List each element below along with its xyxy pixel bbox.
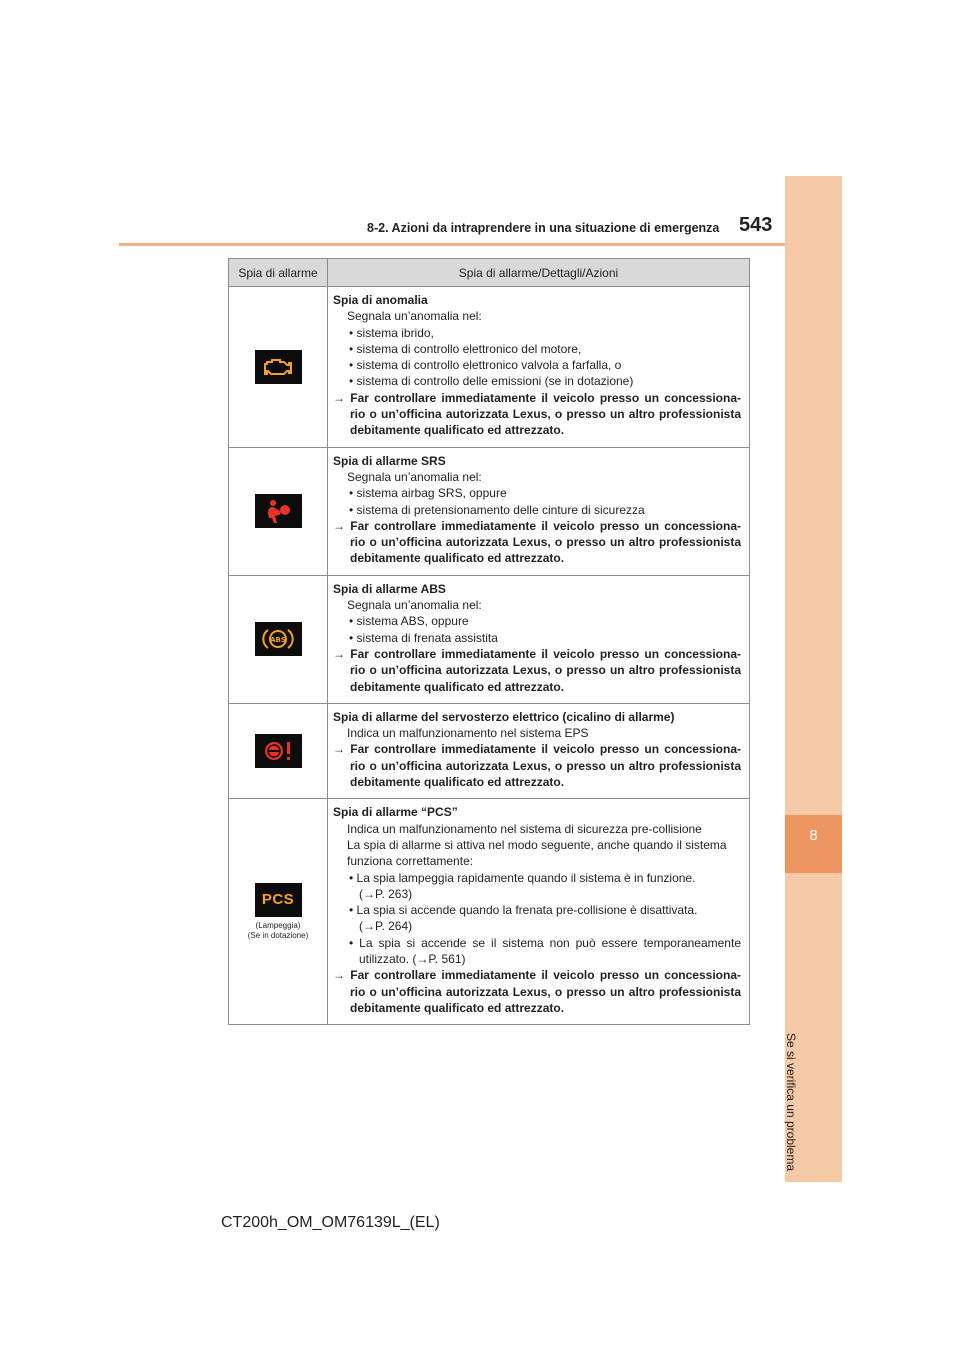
row-action: → Far controllare immediatamente il veicolo presso un concessiona-rio o un’officina autorizzata Lexus, o presso un altro professionista debitamente qualificato ed attrezzato. [333, 390, 741, 438]
table-row: PCS (Lampeggia) (Se in dotazione) Spia di allarme “PCS” Indica un malfunzionamento nel sistema di sicurezza pre-collisione La spia di allarme si attiva nel modo seguente, anche quando il sistema funziona correttamente: • La spia lampeggia rapidamente quando il sistema è in funzione. (→P. 263) • La spia si accende quando la frenata pre-collisione è disattivata. (→P. 264) • La spia si accende se il sistema non può essere temporaneamente utilizzato. (→P. 561) → Far controllare immediatamente il veicolo presso un concessiona-rio o un’officina autorizzata Lexus, o presso un altro professionista debitamente qualificato ed attrezzato. [229, 799, 750, 1025]
pcs-icon-note-blink: (Lampeggia) [255, 920, 301, 930]
check-engine-icon [255, 350, 302, 384]
header-warning-light: Spia di allarme [229, 259, 328, 287]
table-row: Spia di allarme del servosterzo elettrico (cicalino di allarme) Indica un malfunzionamento nel sistema EPS → Far controllare immediatamente il veicolo presso un concessiona-rio o un’officina autorizzata Lexus, o presso un altro professionista debitamente qualificato ed attrezzato. [229, 703, 750, 798]
srs-airbag-icon [255, 494, 302, 528]
table-row: ABS Spia di allarme ABS Segnala un’anomalia nel: • sistema ABS, oppure • sistema di frenata assistita → Far controllare immediatamente il veicolo presso un concessiona-rio o un’officina autorizzata Lexus, o presso un altro professionista debitamente qualificato ed attrezzato. [229, 575, 750, 703]
row-title: Spia di allarme SRS [333, 453, 446, 468]
abs-icon [255, 622, 302, 656]
header-details: Spia di allarme/Dettagli/Azioni [328, 259, 750, 287]
row-title: Spia di anomalia [333, 293, 428, 307]
row-action: → Far controllare immediatamente il veicolo presso un concessiona-rio o un’officina autorizzata Lexus, o presso un altro professionista debitamente qualificato ed attrezzato. [333, 968, 741, 1015]
table-header-row [229, 259, 750, 287]
section-title: 8-2. Azioni da intraprendere in una situazione di emergenza [367, 221, 720, 235]
header-rule [119, 243, 785, 246]
row-action: → Far controllare immediatamente il veicolo presso un concessiona-rio o un’officina autorizzata Lexus, o presso un altro professionista debitamente qualificato ed attrezzato. [333, 646, 741, 694]
row-action: → Far controllare immediatamente il veicolo presso un concessiona-rio o un’officina autorizzata Lexus, o presso un altro professionista debitamente qualificato ed attrezzato. [333, 742, 741, 790]
page-number: 543 [739, 214, 773, 236]
row-title: Spia di allarme ABS [333, 581, 446, 596]
chapter-tab [785, 815, 842, 873]
pcs-icon-note-optional: (Se in dotazione) [247, 930, 309, 940]
table-row: Spia di anomalia Segnala un’anomalia nel: • sistema ibrido, • sistema di controllo elettronico del motore, • sistema di controllo elettronico valvola a farfalla, o • sistema di controllo delle emissioni (se in dotazione) → Far controllare immediatamente il veicolo presso un concessiona-rio o un’officina autorizzata Lexus, o presso un altro professionista debitamente qualificato ed attrezzato. [229, 287, 750, 448]
warning-lights-table [228, 258, 750, 1025]
row-title: Spia di allarme “PCS” [333, 805, 458, 820]
table-row: Spia di allarme SRS Segnala un’anomalia nel: • sistema airbag SRS, oppure • sistema di pretensionamento delle cinture di sicurezza → Far controllare immediatamente il veicolo presso un concessiona-rio o un’officina autorizzata Lexus, o presso un altro professionista debitamente qualificato ed attrezzato. [229, 447, 750, 575]
eps-steering-icon [255, 734, 302, 768]
svg-text:ABS: ABS [270, 636, 286, 645]
chapter-title: Se si verifica un problema [784, 1032, 798, 1172]
pcs-icon: PCS [255, 883, 302, 917]
row-title: Spia di allarme del servosterzo elettrico (cicalino di allarme) [333, 709, 675, 724]
chapter-number: 8 [809, 827, 818, 844]
document-code: CT200h_OM_OM76139L_(EL) [221, 1214, 440, 1231]
row-action: → Far controllare immediatamente il veicolo presso un concessiona-rio o un’officina autorizzata Lexus, o presso un altro professionista debitamente qualificato ed attrezzato. [333, 518, 741, 566]
